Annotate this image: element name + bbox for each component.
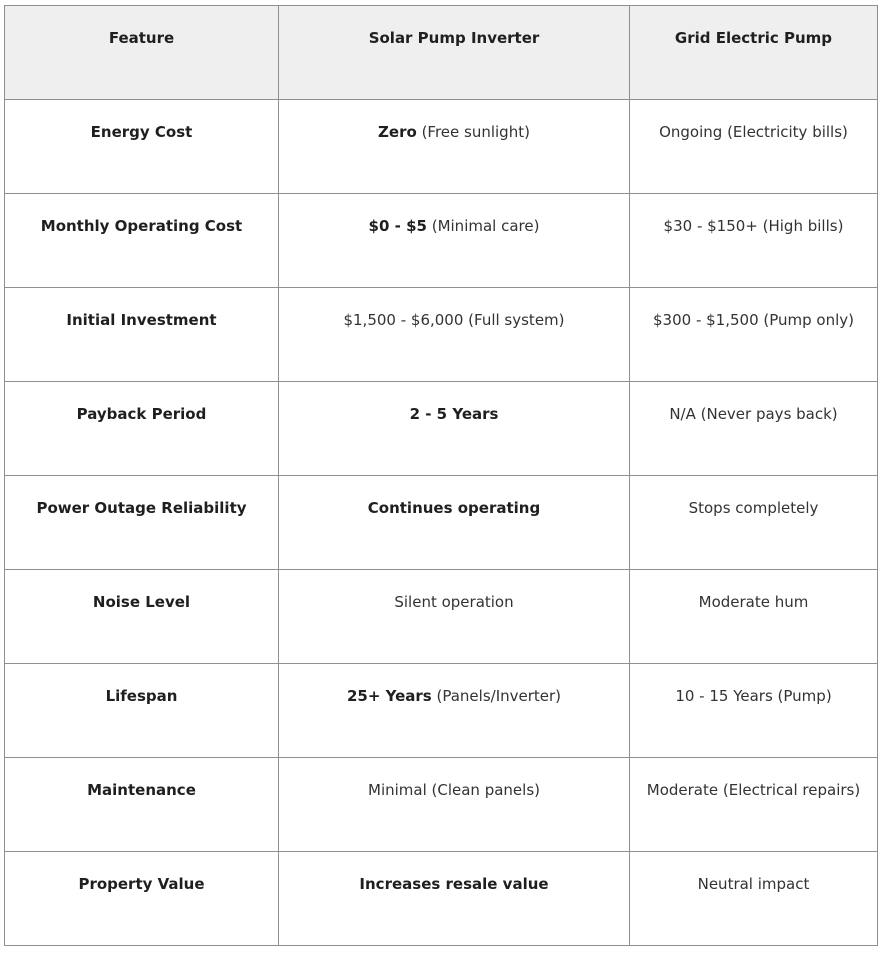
solar-cell [279, 852, 630, 946]
feature-cell: Maintenance [5, 758, 279, 852]
table-row [5, 758, 878, 852]
grid-cell [630, 570, 878, 664]
header-feature: Feature [5, 6, 279, 100]
table-body [5, 100, 878, 946]
feature-cell: Power Outage Reliability [5, 476, 279, 570]
feature-cell: Property Value [5, 852, 279, 946]
table-row [5, 664, 878, 758]
solar-cell [279, 664, 630, 758]
table-row [5, 288, 878, 382]
feature-cell: Initial Investment [5, 288, 279, 382]
solar-cell [279, 194, 630, 288]
solar-cell [279, 382, 630, 476]
grid-cell [630, 100, 878, 194]
grid-value-note: Moderate (Electrical repairs) [646, 781, 861, 799]
table-row [5, 570, 878, 664]
header-grid-electric-pump: Grid Electric Pump [630, 6, 878, 100]
header-row [5, 6, 878, 100]
grid-value-note: $300 - $1,500 (Pump only) [653, 311, 854, 329]
solar-value-bold: Increases resale value [359, 875, 549, 893]
solar-value-note: Minimal (Clean panels) [368, 781, 540, 799]
grid-value-note: Moderate hum [698, 593, 809, 611]
grid-cell [630, 758, 878, 852]
grid-value-note: Stops completely [688, 499, 819, 517]
grid-value-note: N/A (Never pays back) [669, 405, 838, 423]
solar-value-bold: 25+ Years [346, 687, 432, 705]
grid-value-note: 10 - 15 Years (Pump) [675, 687, 832, 705]
table-row [5, 194, 878, 288]
grid-cell [630, 382, 878, 476]
solar-value-note: (Panels/Inverter) [431, 687, 562, 705]
table-row [5, 852, 878, 946]
solar-value-note: (Free sunlight) [416, 123, 530, 141]
grid-cell [630, 852, 878, 946]
solar-value-bold: Zero [378, 123, 417, 141]
solar-value-note: Silent operation [394, 593, 514, 611]
solar-value-bold: 2 - 5 Years [409, 405, 499, 423]
comparison-table [4, 5, 878, 946]
table-row [5, 476, 878, 570]
feature-cell: Monthly Operating Cost [5, 194, 279, 288]
grid-value-note: $30 - $150+ (High bills) [663, 217, 844, 235]
solar-value-note: $1,500 - $6,000 (Full system) [343, 311, 565, 329]
table-row [5, 100, 878, 194]
grid-cell [630, 476, 878, 570]
table-header [5, 6, 878, 100]
solar-cell [279, 100, 630, 194]
grid-cell [630, 664, 878, 758]
feature-cell: Lifespan [5, 664, 279, 758]
solar-cell [279, 570, 630, 664]
solar-cell [279, 288, 630, 382]
grid-value-note: Neutral impact [697, 875, 810, 893]
table-row [5, 382, 878, 476]
grid-value-note: Ongoing (Electricity bills) [659, 123, 848, 141]
grid-cell [630, 288, 878, 382]
feature-cell: Noise Level [5, 570, 279, 664]
grid-cell [630, 194, 878, 288]
feature-cell: Payback Period [5, 382, 279, 476]
header-solar-pump-inverter: Solar Pump Inverter [279, 6, 630, 100]
solar-value-bold: $0 - $5 [368, 217, 427, 235]
solar-value-bold: Continues operating [367, 499, 541, 517]
solar-value-note: (Minimal care) [426, 217, 540, 235]
solar-cell [279, 758, 630, 852]
solar-cell [279, 476, 630, 570]
feature-cell: Energy Cost [5, 100, 279, 194]
